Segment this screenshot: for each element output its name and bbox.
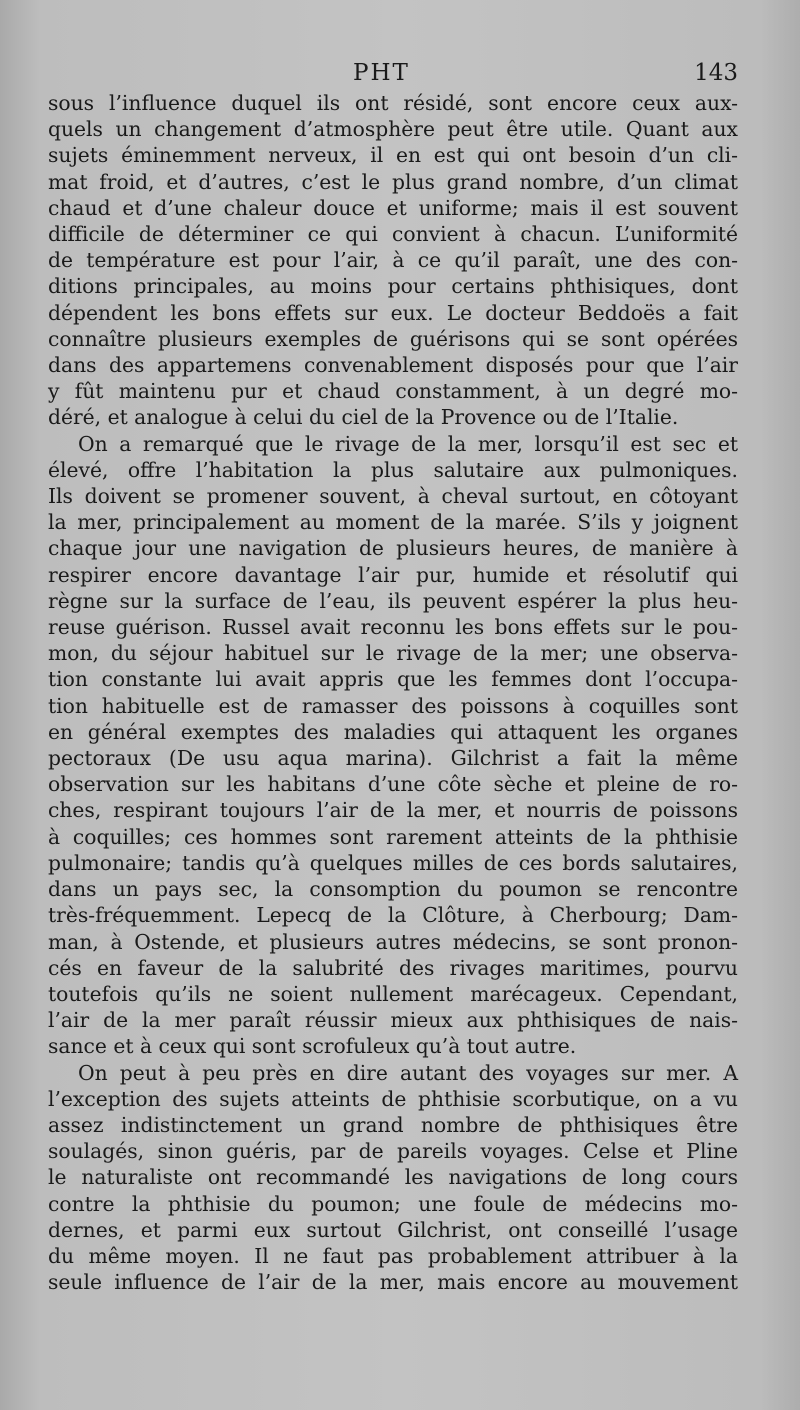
- text-line: mon, du séjour habituel sur le rivage de la mer; une observa-: [48, 641, 738, 666]
- text-line: l’air de la mer paraît réussir mieux aux phthisiques de nais-: [48, 1008, 738, 1033]
- text-line: tion habituelle est de ramasser des poissons à coquilles sont: [48, 693, 738, 718]
- text-line: contre la phthisie du poumon; une foule de médecins mo-: [48, 1191, 738, 1216]
- text-line: ditions principales, au moins pour certains phthisiques, dont: [48, 274, 738, 299]
- text-line: du même moyen. Il ne faut pas probablement attribuer à la: [48, 1243, 738, 1268]
- text-line: à coquilles; ces hommes sont rarement atteints de la phthisie: [48, 824, 738, 849]
- text-line: Ils doivent se promener souvent, à cheval surtout, en côtoyant: [48, 484, 738, 509]
- text-line: cés en faveur de la salubrité des rivages maritimes, pourvu: [48, 955, 738, 980]
- text-line: y fût maintenu pur et chaud constamment, à un degré mo-: [48, 379, 738, 404]
- text-line: sous l’influence duquel ils ont résidé, sont encore ceux aux-: [48, 91, 738, 115]
- text-line: le naturaliste ont recommandé les navigations de long cours: [48, 1165, 738, 1190]
- text-line: connaître plusieurs exemples de guérisons qui se sont opérées: [48, 326, 738, 351]
- text-line: règne sur la surface de l’eau, ils peuvent espérer la plus heu-: [48, 588, 738, 613]
- text-line: dernes, et parmi eux surtout Gilchrist, ont conseillé l’usage: [48, 1217, 738, 1242]
- text-line: toutefois qu’ils ne soient nullement marécageux. Cependant,: [48, 981, 738, 1006]
- text-line: seule influence de l’air de la mer, mais encore au mouvement: [48, 1270, 738, 1295]
- page-header: [48, 60, 738, 90]
- text-line: sance et à ceux qui sont scrofuleux qu’à tout autre.: [48, 1034, 577, 1059]
- text-line: pectoraux (De usu aqua marina). Gilchrist a fait la même: [48, 746, 738, 771]
- paragraph: [48, 431, 738, 1060]
- text-line: chaque jour une navigation de plusieurs heures, de manière à: [48, 536, 738, 561]
- text-line: respirer encore davantage l’air pur, humide et résolutif qui: [48, 562, 738, 587]
- text-line: tion constante lui avait appris que les femmes dont l’occupa-: [48, 667, 738, 692]
- paragraph: [48, 90, 738, 431]
- text-line: chaud et d’une chaleur douce et uniforme; mais il est souvent: [48, 195, 738, 220]
- paragraph: [48, 1060, 738, 1296]
- text-line: pulmonaire; tandis qu’à quelques milles de ces bords salutaires,: [48, 850, 738, 875]
- text-line: la mer, principalement au moment de la marée. S’ils y joignent: [48, 510, 738, 535]
- text-line: en général exemptes des maladies qui attaquent les organes: [48, 719, 738, 744]
- text-line: man, à Ostende, et plusieurs autres médecins, se sont pronon-: [48, 929, 738, 954]
- text-line: élevé, offre l’habitation la plus salutaire aux pulmoniques.: [48, 457, 738, 482]
- text-line: dans un pays sec, la consomption du poumon se rencontre: [48, 877, 738, 902]
- text-line: sujets éminemment nerveux, il en est qui ont besoin d’un cli-: [48, 143, 738, 168]
- text-line: observation sur les habitans d’une côte sèche et pleine de ro-: [48, 772, 738, 797]
- text-line: mat froid, et d’autres, c’est le plus grand nombre, d’un climat: [48, 169, 738, 194]
- body-text: [48, 90, 738, 1295]
- text-line: déré, et analogue à celui du ciel de la Provence ou de l’Italie.: [48, 405, 679, 430]
- text-line: très-fréquemment. Lepecq de la Clôture, à Cherbourg; Dam-: [48, 903, 738, 928]
- text-line: On peut à peu près en dire autant des voyages sur mer. A: [78, 1060, 738, 1085]
- text-line: soulagés, sinon guéris, par de pareils voyages. Celse et Pline: [48, 1139, 738, 1164]
- text-line: On a remarqué que le rivage de la mer, lorsqu’il est sec et: [78, 431, 738, 456]
- text-line: ches, respirant toujours l’air de la mer, et nourris de poissons: [48, 798, 738, 823]
- text-line: dépendent les bons effets sur eux. Le docteur Beddoës a fait: [48, 300, 738, 325]
- running-title: PHT: [353, 60, 410, 86]
- text-line: de température est pour l’air, à ce qu’il paraît, une des con-: [48, 248, 738, 273]
- page-number: 143: [694, 60, 738, 86]
- text-line: dans des appartemens convenablement disposés pour que l’air: [48, 353, 738, 378]
- text-line: difficile de déterminer ce qui convient à chacun. L’uniformité: [48, 222, 738, 247]
- text-line: reuse guérison. Russel avait reconnu les bons effets sur le pou-: [48, 615, 738, 640]
- text-line: quels un changement d’atmosphère peut être utile. Quant aux: [48, 117, 738, 142]
- text-line: assez indistinctement un grand nombre de phthisiques être: [48, 1112, 738, 1137]
- text-line: l’exception des sujets atteints de phthisie scorbutique, on a vu: [48, 1086, 738, 1111]
